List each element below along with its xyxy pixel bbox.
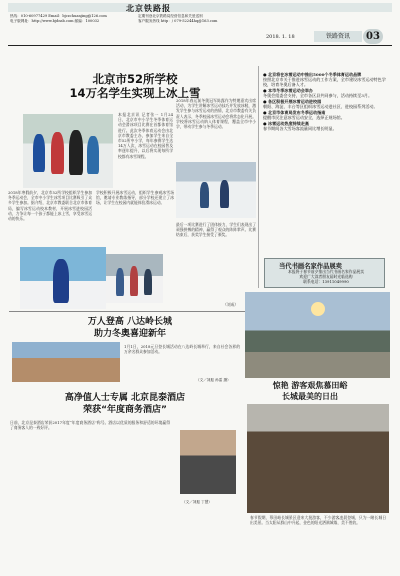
- contact-line-4: 客户服务热线 http：/ 079-52244hq@163.com: [138, 19, 218, 23]
- main-article-signature: （刘成）: [223, 302, 239, 307]
- ad-box: [264, 258, 385, 288]
- photo-badaling-crowd: [12, 342, 120, 382]
- wall-sunrise-headline-line-2: 长城最美的日出: [282, 392, 338, 401]
- badaling-headline: [20, 316, 240, 340]
- newspaper-name: 北京铁路报: [126, 3, 171, 13]
- header-divider: [8, 45, 392, 46]
- badaling-text: 1月1日，2018元旦登长城活动在八达岭长城举行，来自社会各界的万余名群众参加活动。: [124, 344, 240, 355]
- hotel-headline-line-2: 荣获“年度商务酒店”: [83, 405, 167, 415]
- badaling-headline-line-2: 助力冬奥喜迎新年: [93, 329, 166, 339]
- page-header: [8, 3, 392, 45]
- main-article-col-1: 本报北京讯 记者张一 1月24日，北京市中小学生冬季体育运动会滑冰项目比赛在首都体育馆进行。此次冬季体育运动会由北京市教委主办，参加学生来自全市52所中小学，每年参赛学生达14万人次，冰雪运动在校园普及率逐年提升，以后将实现每所学校都有冰雪课程。: [118, 112, 173, 159]
- main-article-col-5: 最后一项比赛进行了团体接力，学生们表现出了顽强拼搏的精神，赢得了观众的阵阵掌声。比赛结束后，获奖学生接受了颁奖。: [176, 222, 256, 238]
- photo-skating-group: [106, 254, 163, 303]
- bullet-icon: ●: [263, 110, 268, 115]
- photo-wall-visitors: [247, 404, 389, 513]
- main-headline-line-1: 北京市52所学校: [92, 72, 178, 86]
- contact-line-3: 定期刊登北京铁路局经营信息和关爱送别: [138, 14, 203, 18]
- wall-sunrise-text: 春节假期，慕田峪长城景区迎来大批游客，不少游客凌晨登城，只为一睹长城日出美景。当太阳从群山中升起，金色的阳光洒满城墙，美不胜收。: [250, 515, 386, 526]
- photo-skaters-group: [23, 114, 113, 188]
- main-article-col-4: 学校积极开展冰雪运动，组织学生参观冰雪场馆，邀请专业教练指导，部分学校还建立了冰场，让学生在校园内就能体验滑冰运动。: [96, 190, 174, 206]
- wall-sunrise-headline: [250, 380, 370, 402]
- header-band: [8, 3, 392, 12]
- column-divider: [258, 66, 259, 288]
- ad-line-3: 联系电话：13911049990: [303, 279, 349, 284]
- main-article-col-3: 2018年寒假前夕，北京市52所学校组织学生参加冬季运动会，全市中小学生冰雪项目比赛吸引了众多学生参加。据介绍，北京市教委联合北京市体育局，编写冰雪运动校本教材，开展冰雪进校园活动，力争让每一个孩子都能上冰上雪，享受冰雪运动的快乐。: [8, 190, 92, 222]
- bullet-icon: ●: [263, 121, 268, 126]
- sun-icon: [311, 302, 325, 316]
- news-item: ● 本市冬季冰雪运动会举办 冬奥会组委会支持，全市各区县共同参与，活动持续至3月。: [263, 88, 373, 98]
- ad-title: 当代书画名家作品展卖: [279, 263, 342, 270]
- right-news-list: [263, 72, 387, 132]
- bullet-icon: ●: [263, 99, 268, 104]
- bullet-icon: ●: [263, 72, 268, 77]
- contact-line-1: 热线：010-60977429 Email：bjczchuanjing@126.com: [10, 14, 107, 18]
- news-item: ● 北京市体育局发布冬季运动指南 提醒市民注意冰雪运动安全，选择正规场馆。: [263, 110, 345, 120]
- hotel-photo-credit: （文／刘振 丁慧）: [182, 500, 212, 504]
- page-number-badge: 03: [363, 29, 383, 44]
- badaling-headline-line-1: 万人登高 八达岭长城: [87, 317, 173, 327]
- photo-great-wall-sunrise: [245, 292, 390, 378]
- hotel-text: 日前，北京昆泰酒店荣获2017年度“年度商务酒店”称号。酒店以优质的服务和舒适的环境赢得了商务客人的一致好评。: [10, 420, 170, 431]
- main-headline: [40, 72, 230, 100]
- wall-sunrise-headline-line-1: 惊艳 游客艰焦慕田峪: [272, 381, 348, 390]
- news-item: ● 各区积极开展冰雪运动进校园 朝阳、海淀、丰台等区组织冰雪运动进社区、进校园系列活动。: [263, 99, 378, 109]
- ad-line-1: 本报将于春节前夕推出当代书画名家作品展卖: [288, 269, 364, 274]
- main-headline-line-2: 14万名学生实现上冰上雪: [69, 86, 201, 100]
- news-item: ● 冰雪运动热度持续走高 春节期间各大雪场客流量同比增长明显。: [263, 121, 337, 131]
- photo-child-skater: [20, 247, 106, 309]
- ad-line-2: 欢迎广大读者朋友届时光临选购: [299, 274, 353, 279]
- photo-ice-rink: [176, 162, 256, 218]
- bullet-icon: ●: [263, 88, 268, 93]
- hotel-headline-line-1: 高净值人士专属 北京昆泰酒店: [64, 393, 186, 403]
- contact-line-2: 电子版网址：http://www.bjdnsb.com 邮编：100032: [10, 19, 100, 23]
- news-item: ● 北京将在冰雪运动中推出5000个冬季体育运动品牌 按照北京市关于推进冰雪运动的工作方案，全市建设冰雪运动特色学校，培育冬奥后备人才。: [263, 72, 386, 87]
- section-label: 铁路资讯: [314, 31, 362, 42]
- photo-hotel-awardees: [180, 430, 236, 494]
- hotel-headline: [32, 392, 218, 416]
- section-divider: [9, 311, 245, 312]
- issue-date: 2018. 1. 18: [266, 34, 295, 40]
- badaling-photo-credit: （文／刘振 孙雷 摄）: [196, 378, 231, 382]
- main-article-col-2: 2018年春运前冬奥冠军陈露作为特邀嘉宾出席活动，为学生讲解冰雪运动技巧并发放冰鞋，激发学生参与冰雪运动的热情，北京市教委有关负责人表示，冬季校园冰雪运动会将常态化开展。学校将冰雪运动纳入体育课程，覆盖全市中小学，带动学生参与冬季运动。: [176, 98, 256, 130]
